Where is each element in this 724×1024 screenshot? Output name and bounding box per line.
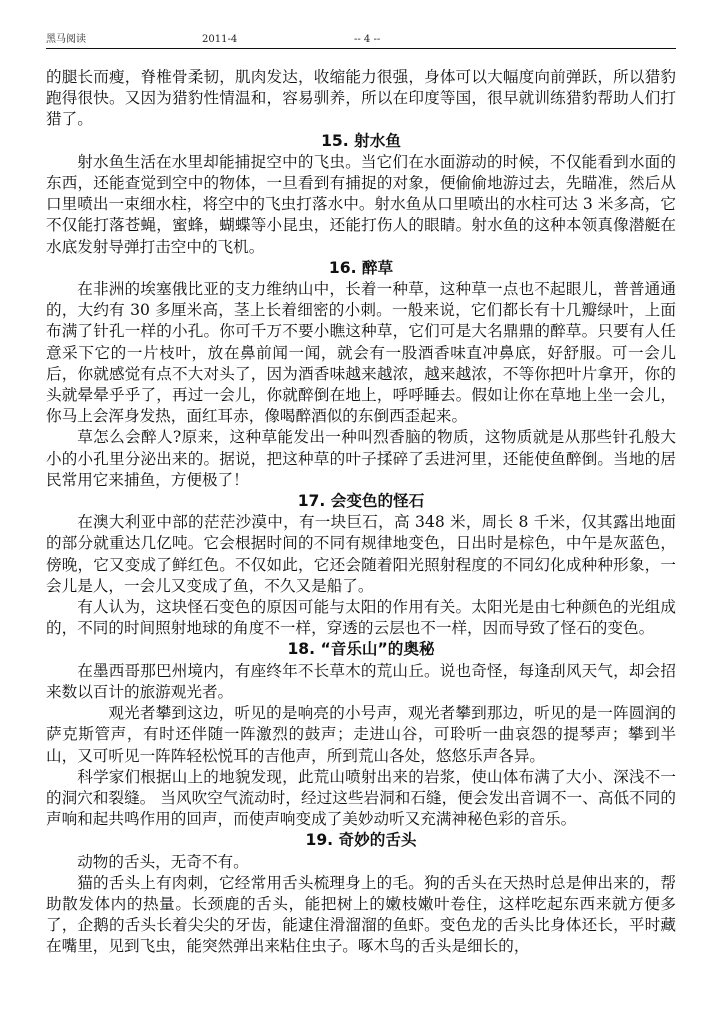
issue-date: 2011-4: [202, 34, 238, 45]
page-header: [46, 33, 676, 47]
section-heading-15: 15. 射水鱼: [321, 131, 401, 150]
section-heading-18: 18. “音乐山”的奥秘: [287, 640, 435, 659]
section-heading-17: 17. 会变色的怪石: [297, 492, 425, 511]
paragraph: 动物的舌头，无奇不有。: [77, 852, 249, 871]
paragraph: 在墨西哥那巴州境内，有座终年不长草木的荒山丘。说也奇怪，每逢刮风天气，却会招来数以百计的旅游观光者。: [46, 661, 676, 701]
header-divider: [46, 48, 676, 49]
paragraph: 射水鱼生活在水里却能捕捉空中的飞虫。当它们在水面游动的时候，不仅能看到水面的东西，还能查觉到空中的物体，一旦看到有捕捉的对象，便偷偷地游过去，先瞄准，然后从口里喷出一束细水柱，将空中的飞虫打落水中。射水鱼从口里喷出的水柱可达 3 米多高，它不仅能打落苍蝇，蜜蜂，蝴蝶等小昆虫，还能打伤人的眼睛。射水鱼的这种本领真像潜艇在水底发射导弹打击空中的飞机。: [46, 152, 676, 256]
section-heading-16: 16. 醉草: [328, 258, 394, 277]
continued-paragraph: 的腿长而瘦，脊椎骨柔韧，肌肉发达，收缩能力很强，身体可以大幅度向前弹跃，所以猎豹跑得很快。又因为猎豹性情温和，容易驯养，所以在印度等国，很早就训练猎豹帮助人们打猎了。: [46, 68, 676, 129]
paragraph: 科学家们根据山上的地貌发现，此荒山喷射出来的岩浆，使山体布满了大小、深浅不一的洞穴和裂缝。 当风吹空气流动时，经过这些岩洞和石缝，便会发出音调不一、高低不同的声响和起共鸣作用的回声，而使声响变成了美妙动听又充满神秘色彩的音乐。: [46, 767, 676, 829]
paragraph: 猫的舌头上有肉刺，它经常用舌头梳理身上的毛。狗的舌头在天热时总是伸出来的，帮助散发体内的热量。长颈鹿的舌头，能把树上的嫩枝嫩叶卷住，这样吃起东西来就方便多了，企鹅的舌头长着尖尖的牙齿，能逮住滑溜溜的鱼虾。变色龙的舌头比身体还长，平时藏在嘴里，见到飞虫，能突然弹出来粘住虫子。啄木鸟的舌头是细长的，: [46, 873, 676, 956]
paragraph: 在非洲的埃塞俄比亚的支力维纳山中，长着一种草，这种草一点也不起眼儿，普普通通的，大约有 30 多厘米高，茎上长着细密的小刺。一般来说，它们都长有十几瓣绿叶，上面布满了针孔一样的小孔。你可千万不要小瞧这种草，它们可是大名鼎鼎的醉草。只要有人任意采下它的一片枝叶，放在鼻前闻一闻，就会有一股酒香味直冲鼻底，好舒服。可一会儿后，你就感觉有点不大对头了，因为酒香味越来越浓，越来越浓，不等你把叶片拿开，你的头就晕晕乎乎了，再过一会儿，你就醉倒在地上，呼呼睡去。假如让你在草地上坐一会儿，你马上会浑身发热，面红耳赤，像喝醉酒似的东倒西歪起来。: [46, 280, 676, 426]
article-body: [46, 67, 676, 958]
paragraph: 有人认为，这块怪石变色的原因可能与太阳的作用有关。太阳光是由七种颜色的光组成的，不同的时间照射地球的角度不一样，穿透的云层也不一样，因而导致了怪石的变色。: [46, 598, 676, 638]
paragraph: 在澳大利亚中部的茫茫沙漠中，有一块巨石，高 348 米，周长 8 千米，仅其露出地面的部分就重达几亿吨。它会根据时间的不同有规律地变色，日出时是棕色，中午是灰蓝色，傍晚，它又变成了鲜红色。不仅如此，它还会随着阳光照射程度的不同幻化成种种形象，一会儿是人，一会儿又变成了鱼，不久又是船了。: [46, 513, 676, 595]
page-number: -- 4 --: [354, 34, 381, 45]
magazine-name: 黑马阅读: [46, 34, 86, 45]
paragraph: 观光者攀到这边，听见的是响亮的小号声，观光者攀到那边，听见的是一阵圆润的萨克斯管声，有时还伴随一阵激烈的鼓声；走进山谷，可聆听一曲哀怨的提琴声；攀到半山，又可听见一阵阵轻松悦耳的吉他声，所到荒山各处，悠悠乐声各异。: [46, 704, 676, 765]
paragraph: 草怎么会醉人?原来，这种草能发出一种叫烈香脑的物质，这物质就是从那些针孔般大小的小孔里分泌出来的。据说，把这种草的叶子揉碎了丢进河里，还能使鱼醉倒。当地的居民常用它来捕鱼，方便极了！: [46, 428, 676, 489]
section-heading-19: 19. 奇妙的舌头: [305, 831, 417, 850]
